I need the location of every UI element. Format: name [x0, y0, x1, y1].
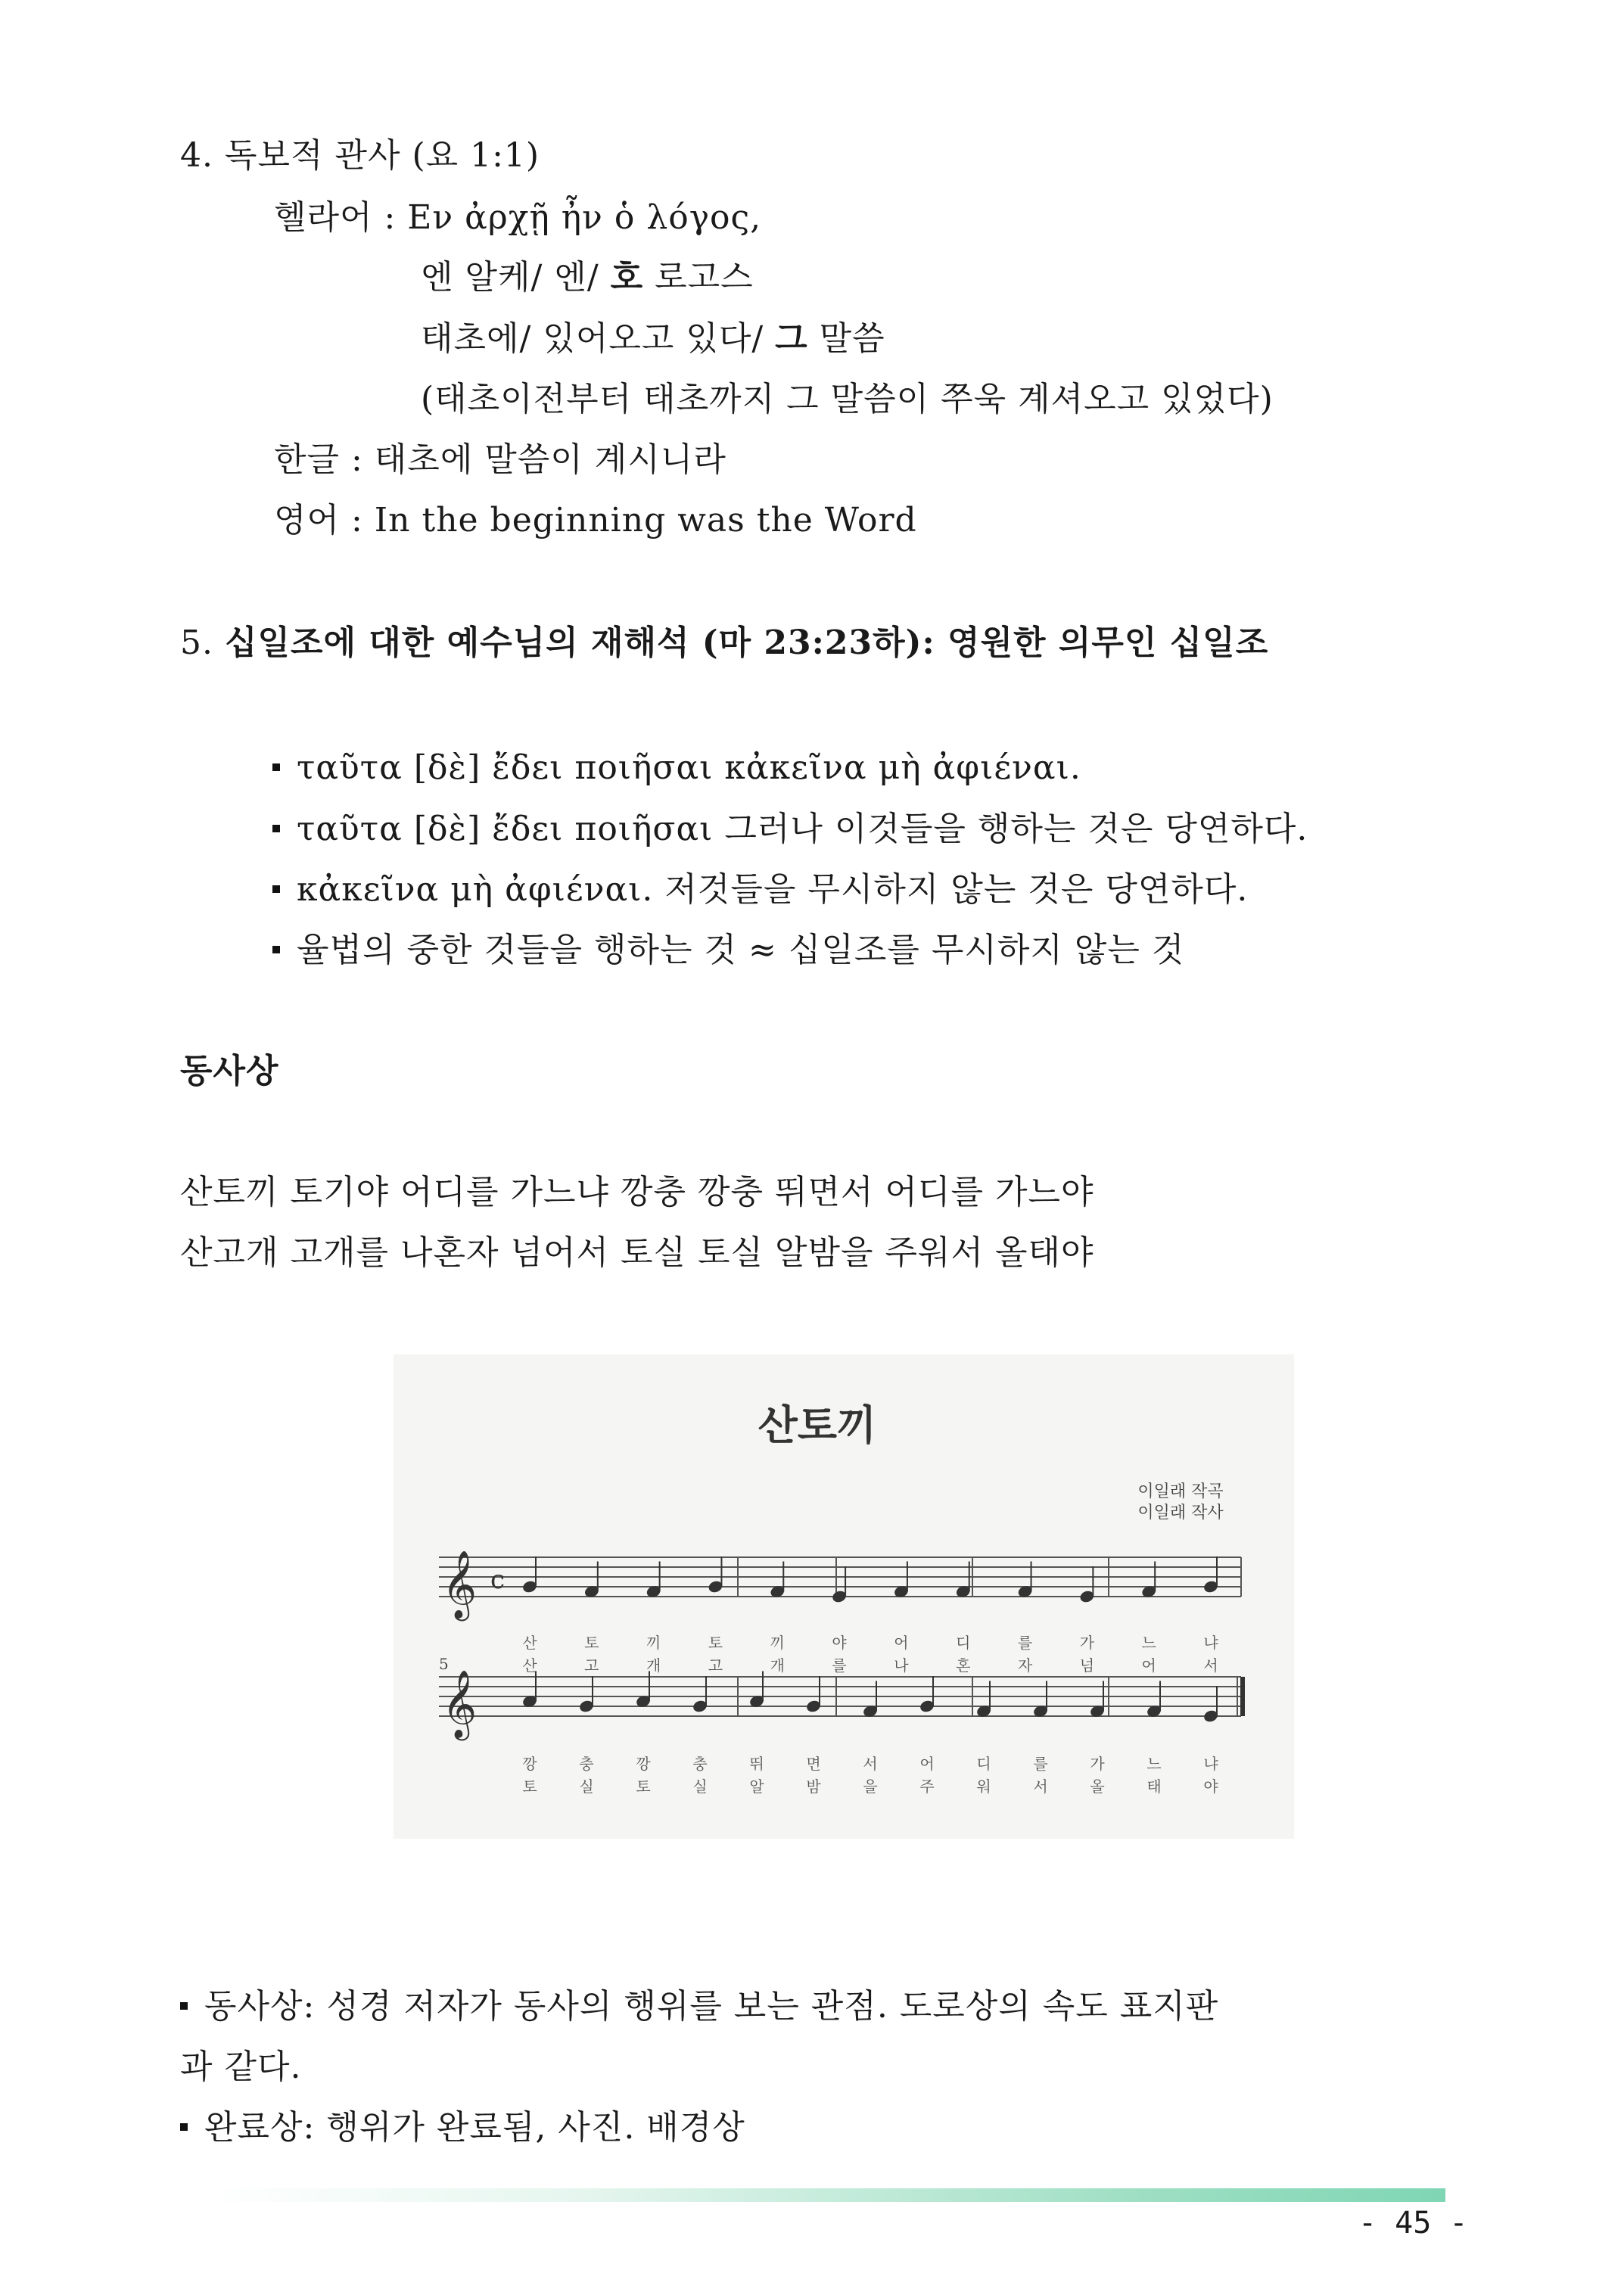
english-line: 영어 : In the beginning was the Word	[274, 501, 917, 540]
translit-pre: 엔 알케/ 엔/	[421, 258, 611, 297]
note-bullet-2-text: 완료상: 행위가 완료됨, 사진. 배경상	[204, 2108, 745, 2147]
lyric-syllable: 토	[522, 1777, 537, 1796]
lyric-syllable: 을	[863, 1777, 878, 1796]
lyric-syllable: 냐	[1203, 1634, 1218, 1652]
lyric-syllable: 충	[692, 1755, 708, 1773]
lyric-syllable: 자	[1017, 1656, 1033, 1675]
page-number: - 45 -	[1358, 2206, 1468, 2241]
lyric-syllable: 서	[1033, 1777, 1048, 1796]
section5-bullet-3	[272, 867, 1248, 913]
lyric-syllable: 서	[863, 1755, 878, 1773]
lyric-syllable: 어	[919, 1755, 935, 1773]
lyric-syllable: 디	[976, 1755, 991, 1773]
lyric-syllable: 가	[1090, 1755, 1105, 1773]
note-bullet-1	[180, 1984, 1218, 2029]
lyric-syllable: 올	[1090, 1777, 1105, 1796]
bullet-square-icon	[272, 946, 280, 953]
lyric-syllable: 가	[1079, 1634, 1095, 1652]
section4-heading: 4. 독보적 관사 (요 1:1)	[180, 136, 540, 175]
lyric-syllable: 어	[1141, 1656, 1156, 1675]
lyric-syllable: 끼	[770, 1634, 785, 1652]
time-signature: c	[490, 1565, 506, 1595]
paraphrase-line: (태초이전부터 태초까지 그 말씀이 쭈욱 계셔오고 있었다)	[421, 380, 1274, 418]
lyric-syllable: 실	[692, 1777, 708, 1796]
lyric-syllable: 나	[894, 1656, 909, 1675]
lyric-syllable: 야	[832, 1634, 847, 1652]
lyric-syllable: 느	[1141, 1634, 1156, 1652]
lyric-syllable: 혼	[956, 1656, 971, 1675]
lyric-line-1: 산토끼 토기야 어디를 가느냐 깡충 깡충 뛰면서 어디를 가느야	[180, 1173, 1094, 1211]
translit-bold: 호	[610, 258, 644, 297]
lyric-syllable: 개	[646, 1656, 661, 1675]
lyric-syllable: 넘	[1079, 1656, 1095, 1675]
section5-heading	[180, 620, 1268, 666]
lyric-syllable: 야	[1203, 1777, 1218, 1796]
lyric-syllable: 를	[1017, 1634, 1033, 1652]
lyric-syllable: 깡	[636, 1755, 651, 1773]
greek-line: 헬라어 : Εν ἀρχῇ ἦν ὁ λόγος,	[274, 198, 762, 237]
lyric-syllable: 밤	[806, 1777, 821, 1796]
transliteration-line	[421, 255, 754, 300]
score-lyrics-row1	[522, 1634, 1218, 1675]
lyric-syllable: 끼	[646, 1634, 661, 1652]
score-title: 산토끼	[758, 1403, 877, 1448]
staff-row-2	[439, 1670, 1243, 1741]
lyric-syllable: 토	[708, 1634, 723, 1652]
lyric-syllable: 느	[1146, 1755, 1162, 1773]
lyric-syllable: 고	[584, 1656, 599, 1675]
note-bullet-1-text: 동사상: 성경 저자가 동사의 행위를 보는 관점. 도로상의 속도 표지판	[204, 1987, 1219, 2026]
footer-divider	[204, 2188, 1445, 2202]
lyric-syllable: 디	[956, 1634, 971, 1652]
lyric-syllable: 어	[894, 1634, 909, 1652]
lyric-line-2: 산고개 고개를 나혼자 넘어서 토실 토실 알밤을 주워서 올태야	[180, 1233, 1094, 1272]
lyric-syllable: 뛰	[749, 1755, 764, 1773]
bullet-square-icon	[272, 825, 280, 832]
translit-post: 로고스	[643, 258, 754, 297]
sheet-music-svg	[394, 1354, 1294, 1839]
section5-bullet-4	[272, 928, 1184, 973]
bullet-square-icon	[272, 763, 280, 771]
bullet-text: κἀκεῖνα μὴ ἀφιέναι. 저것들을 무시하지 않는 것은 당연하다.	[297, 870, 1249, 909]
lyric-syllable: 고	[708, 1656, 723, 1675]
gloss-pre: 태초에/ 있어오고 있다/	[421, 319, 776, 358]
bullet-text: ταῦτα [δὲ] ἔδει ποιῆσαι 그러나 이것들을 행하는 것은 당연하다.	[297, 810, 1308, 848]
bullet-square-icon	[272, 885, 280, 893]
bullet-text: ταῦτα [δὲ] ἔδει ποιῆσαι κἀκεῖνα μὴ ἀφιέναι.	[297, 748, 1081, 787]
bullet-square-icon	[180, 2123, 188, 2131]
lyric-syllable: 서	[1203, 1656, 1218, 1675]
score-composer: 이일래 작곡	[1137, 1482, 1224, 1501]
lyric-syllable: 산	[522, 1656, 537, 1675]
treble-clef-icon: 𝄞	[442, 1670, 478, 1738]
lyric-syllable: 산	[522, 1634, 537, 1652]
score-lyrics-row2	[522, 1755, 1218, 1796]
lyric-syllable: 토	[636, 1777, 651, 1796]
korean-line: 한글 : 태초에 말씀이 계시니라	[274, 440, 726, 479]
lyric-syllable: 주	[919, 1777, 935, 1796]
section5-bullet-2	[272, 807, 1308, 852]
lyric-syllable: 냐	[1203, 1755, 1218, 1773]
score-lyricist: 이일래 작사	[1137, 1504, 1224, 1522]
lyric-syllable: 를	[1033, 1755, 1048, 1773]
aspect-heading: 동사상	[180, 1052, 279, 1090]
section5-number: 5.	[180, 624, 225, 662]
treble-clef-icon: 𝄞	[442, 1550, 478, 1619]
gloss-line	[421, 316, 885, 362]
lyric-syllable: 알	[749, 1777, 764, 1796]
sheet-music-image	[394, 1354, 1294, 1839]
lyric-syllable: 토	[584, 1634, 599, 1652]
score-row2-mark: 5	[439, 1655, 449, 1673]
section5-heading-text: 십일조에 대한 예수님의 재해석 (마 23:23하): 영원한 의무인 십일조	[224, 624, 1269, 662]
section5-bullet-1	[272, 745, 1081, 791]
lyric-syllable: 면	[806, 1755, 821, 1773]
lyric-syllable: 개	[770, 1656, 785, 1675]
lyric-syllable: 충	[579, 1755, 594, 1773]
lyric-syllable: 깡	[522, 1755, 537, 1773]
note-bullet-2	[180, 2105, 745, 2150]
gloss-bold: 그	[775, 319, 808, 358]
bullet-square-icon	[180, 2002, 188, 2010]
lyric-syllable: 태	[1146, 1777, 1162, 1796]
bullet-text: 율법의 중한 것들을 행하는 것 ≈ 십일조를 무시하지 않는 것	[297, 931, 1185, 969]
lyric-syllable: 를	[832, 1656, 847, 1675]
lyric-syllable: 워	[976, 1777, 991, 1796]
gloss-post: 말씀	[807, 319, 885, 358]
staff-row-1	[439, 1550, 1241, 1622]
note-bullet-1-cont: 과 같다.	[180, 2048, 302, 2086]
lyric-syllable: 실	[579, 1777, 594, 1796]
